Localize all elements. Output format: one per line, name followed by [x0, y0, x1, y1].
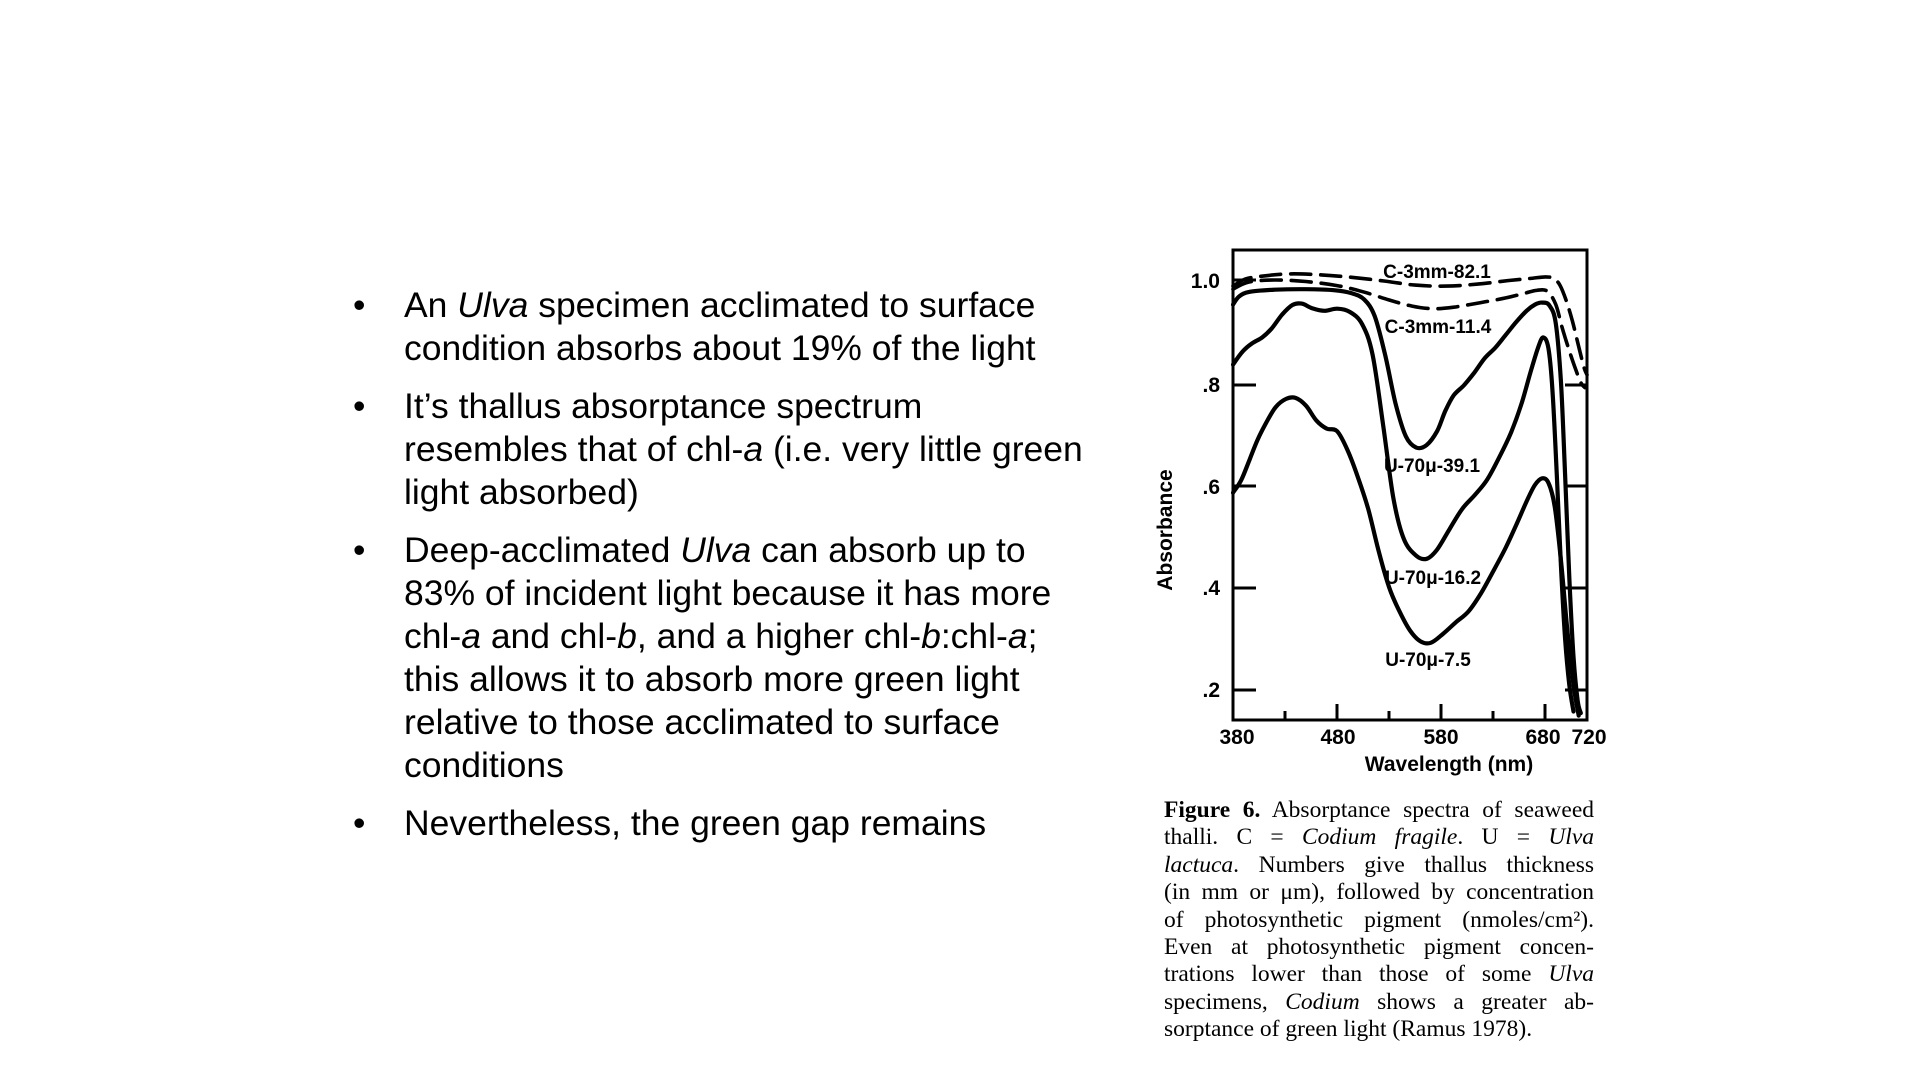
text: Nevertheless, the green gap remains	[404, 803, 987, 843]
curve-label-u39: U-70μ-39.1	[1383, 456, 1481, 477]
text: (in mm or μm), followed by concentration	[1164, 879, 1594, 906]
caption-line	[1164, 961, 1594, 988]
text: trations lower than those of some	[1164, 961, 1549, 988]
x-tick-label: 580	[1423, 726, 1459, 749]
y-tick-label: .2	[1202, 679, 1220, 702]
caption-line	[1164, 879, 1594, 906]
absorptance-chart	[1140, 195, 1620, 795]
text: of photosynthetic pigment (nmoles/cm²).	[1164, 906, 1594, 933]
x-tick-label: 680	[1525, 726, 1561, 749]
italic-text: Ulva	[1548, 824, 1594, 851]
bold-text: Figure 6.	[1164, 797, 1261, 823]
text: . U =	[1457, 824, 1549, 851]
text: specimen acclimated to surface condition absorbs about 19% of the light	[404, 285, 1036, 368]
italic-text: Ulva	[457, 285, 529, 325]
text: and chl-	[480, 616, 618, 656]
text: thalli. C =	[1164, 824, 1302, 851]
italic-text: b	[617, 616, 637, 656]
text: Deep-acclimated	[404, 530, 681, 570]
italic-text: Ulva	[680, 530, 752, 570]
text: (i.e. very little green light absorbed)	[404, 429, 1083, 512]
text: It’s thallus absorptance spectrum resembles that of chl-	[404, 386, 923, 469]
italic-text: Codium fragile	[1301, 824, 1458, 851]
caption-line	[1164, 797, 1594, 824]
caption-line	[1164, 824, 1594, 851]
curve-label-u16: U-70μ-16.2	[1384, 568, 1482, 589]
text: An	[404, 285, 458, 325]
caption-line	[1164, 907, 1594, 934]
italic-text: a	[1007, 616, 1028, 656]
caption-line	[1164, 989, 1594, 1016]
text: can absorb up to 83% of incident light because it has more chl-	[404, 530, 1052, 656]
x-tick-label: 480	[1320, 726, 1356, 749]
italic-text: b	[921, 616, 941, 656]
text: Even at photosynthetic pigment concen-	[1164, 934, 1594, 961]
y-tick-label: .4	[1202, 577, 1220, 600]
text: shows a greater ab-	[1359, 988, 1595, 1015]
italic-text: a	[743, 429, 764, 469]
caption-line	[1164, 1016, 1594, 1043]
bullet-item	[353, 529, 1088, 787]
figure-caption	[1164, 797, 1594, 1044]
italic-text: Codium	[1285, 988, 1360, 1015]
italic-text: Ulva	[1548, 961, 1594, 988]
text: :chl-	[940, 616, 1008, 656]
caption-line	[1164, 852, 1594, 879]
figure	[1140, 195, 1620, 1055]
x-axis-title: Wavelength (nm)	[1364, 753, 1534, 776]
x-tick-label: 380	[1219, 726, 1255, 749]
curve-label-c82: C-3mm-82.1	[1383, 262, 1491, 283]
curve-label-u75: U-70μ-7.5	[1385, 650, 1471, 671]
curve-label-c11: C-3mm-11.4	[1384, 317, 1492, 338]
y-tick-label: .6	[1202, 476, 1220, 499]
y-tick-label: .8	[1202, 374, 1220, 397]
bullet-item	[353, 284, 1088, 370]
text: specimens,	[1164, 988, 1286, 1015]
bullet-item	[353, 385, 1088, 514]
x-tick-label: 720	[1571, 726, 1607, 749]
caption-line	[1164, 934, 1594, 961]
y-tick-label: 1.0	[1190, 270, 1220, 293]
x-axis-ticks-major	[1337, 704, 1545, 720]
text: , and a higher chl-	[636, 616, 922, 656]
text: Absorptance spectra of seaweed	[1260, 797, 1595, 823]
bullet-item	[353, 802, 1088, 845]
bullet-list	[353, 284, 1088, 860]
text: . Numbers give thallus thickness	[1233, 851, 1594, 878]
text: sorptance of green light (Ramus 1978).	[1164, 1016, 1533, 1043]
italic-text: lactuca	[1164, 851, 1234, 878]
y-axis-title: Absorbance	[1154, 469, 1177, 591]
text: ; this allows it to absorb more green light relative to those acclimated to surface conditions	[404, 616, 1038, 785]
italic-text: a	[461, 616, 481, 656]
